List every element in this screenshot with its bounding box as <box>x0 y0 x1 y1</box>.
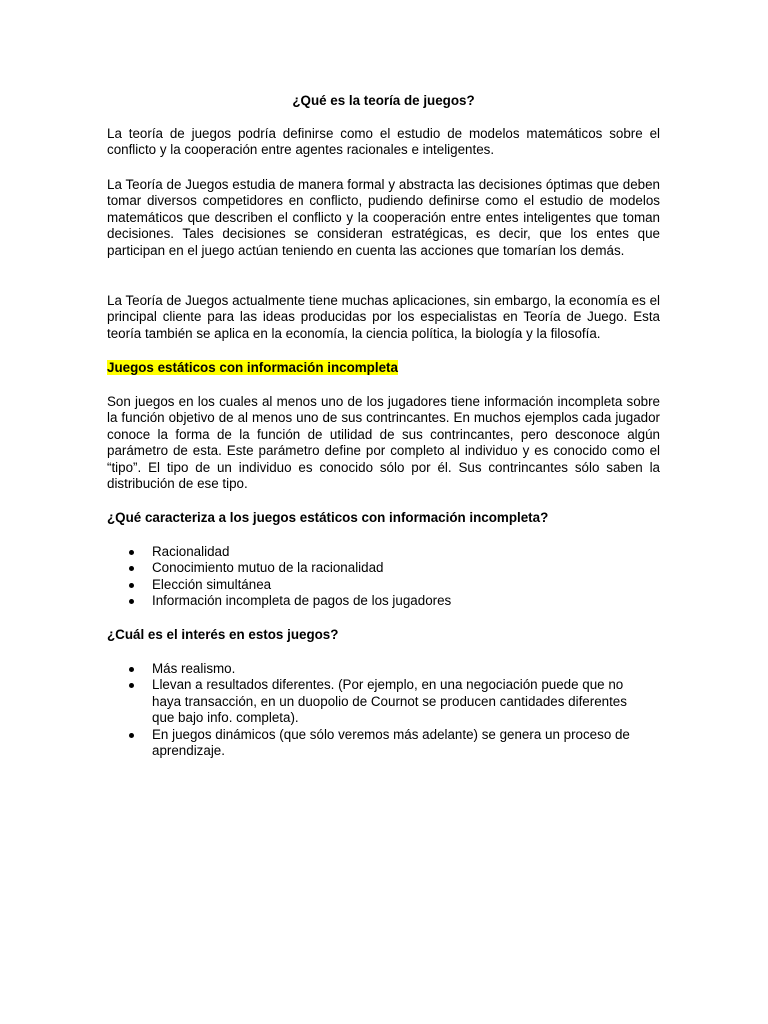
bullet-icon <box>129 599 134 604</box>
question-heading-interest: ¿Cuál es el interés en estos juegos? <box>107 627 339 642</box>
characteristics-list <box>107 544 660 610</box>
static-games-paragraph: Son juegos en los cuales al menos uno de los jugadores tiene información incompleta sobre la función objetivo de al menos uno de sus contrincantes. En muchos ejemplos cada jugador conoce la forma de la función de utilidad de sus contrincantes, pero desconoce algún parámetro de esta. Este parámetro define por completo al individuo y es conocido como el “tipo”. El tipo de un individuo es conocido sólo por él. Sus contrincantes sólo saben la distribución de ese tipo. <box>107 394 660 492</box>
section-heading-static-games <box>107 360 398 376</box>
bullet-icon <box>129 566 134 571</box>
interest-list <box>107 661 660 759</box>
highlighted-heading-text: Juegos estáticos con información incompleta <box>107 360 398 375</box>
definition-paragraph: La Teoría de Juegos estudia de manera formal y abstracta las decisiones óptimas que deben tomar diversos competidores en conflicto, pudiendo definirse como el estudio de modelos matemáticos que describen el conflicto y la cooperación entre entes inteligentes que toman decisiones. Tales decisiones se consideran estratégicas, es decir, que los entes que participan en el juego actúan teniendo en cuenta las acciones que tomarían los demás. <box>107 177 660 258</box>
bullet-icon <box>129 683 134 688</box>
list-item: Elección simultánea <box>107 577 660 593</box>
intro-paragraph: La teoría de juegos podría definirse como el estudio de modelos matemáticos sobre el conflicto y la cooperación entre agentes racionales e inteligentes. <box>107 126 660 158</box>
list-item: Racionalidad <box>107 544 660 560</box>
list-item: Información incompleta de pagos de los jugadores <box>107 593 660 609</box>
list-item: Más realismo. <box>107 661 660 677</box>
bullet-icon <box>129 733 134 738</box>
list-item: En juegos dinámicos (que sólo veremos más adelante) se genera un proceso de aprendizaje. <box>107 727 660 760</box>
question-heading-characteristics: ¿Qué caracteriza a los juegos estáticos con información incompleta? <box>107 510 549 525</box>
document-title: ¿Qué es la teoría de juegos? <box>292 93 475 108</box>
applications-paragraph: La Teoría de Juegos actualmente tiene muchas aplicaciones, sin embargo, la economía es el principal cliente para las ideas producidas por los especialistas en Teoría de Juego. Esta teoría también se aplica en la economía, la ciencia política, la biología y la filosofía. <box>107 293 660 341</box>
list-item: Conocimiento mutuo de la racionalidad <box>107 560 660 576</box>
bullet-icon <box>129 667 134 672</box>
list-item: Llevan a resultados diferentes. (Por ejemplo, en una negociación puede que no haya transacción, en un duopolio de Cournot se producen cantidades diferentes que bajo info. completa). <box>107 677 660 726</box>
bullet-icon <box>129 583 134 588</box>
bullet-icon <box>129 550 134 555</box>
